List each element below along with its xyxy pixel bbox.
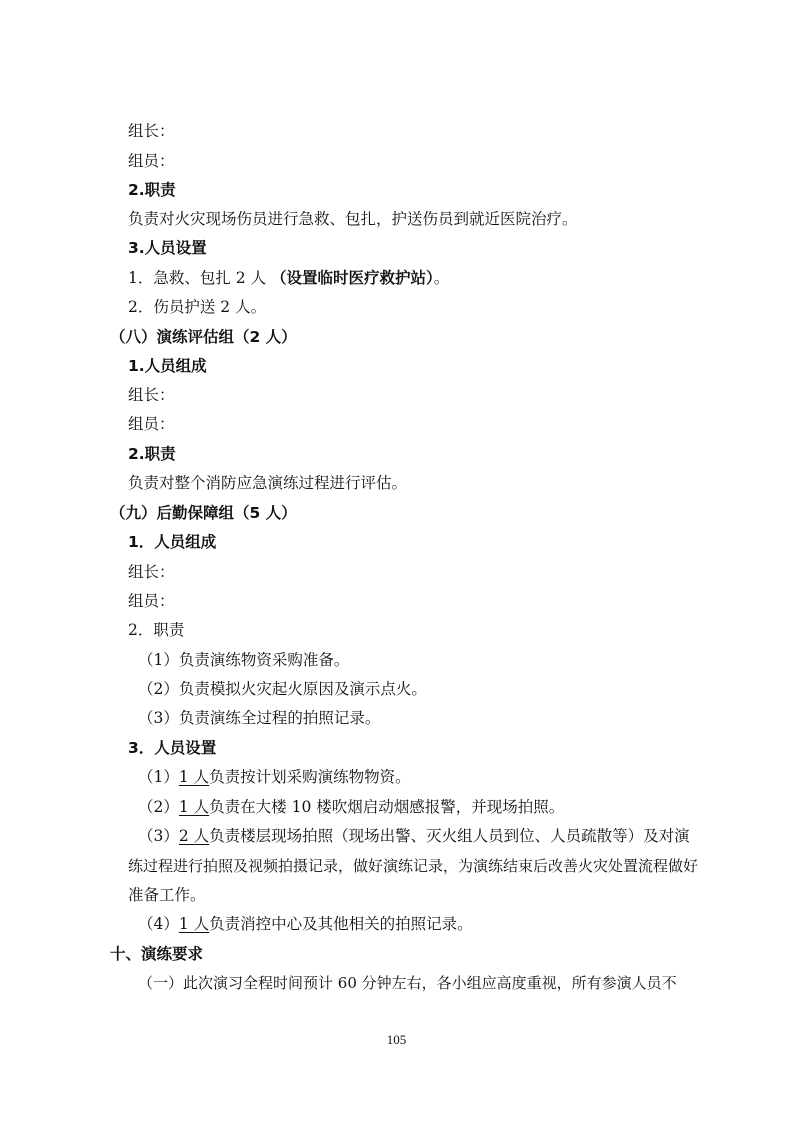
text-line (138, 767, 693, 787)
text-segment: （2） (138, 798, 179, 816)
text-line: 负责对整个消防应急演练过程进行评估。 (128, 474, 408, 492)
text-segment: （1） (138, 768, 179, 786)
text-line: 组员： (128, 415, 175, 433)
text-segment: 2．职责 (128, 621, 185, 639)
text-segment: （4） (138, 915, 179, 933)
text-line: 准备工作。 (128, 886, 206, 904)
text-segment: 负责在大楼 10 楼吹烟启动烟感报警，并现场拍照。 (209, 798, 565, 816)
page-number: 105 (386, 1032, 407, 1047)
text-segment: 负责楼层现场拍照（现场出警、灭火组人员到位、人员疏散等）及对演 (209, 827, 690, 845)
underlined-segment: 1 人 (178, 768, 210, 786)
section-heading: （九）后勤保障组（5 人） (110, 504, 297, 522)
text-line (138, 914, 693, 934)
bold-segment: （设置临时医疗救护站） (271, 269, 434, 287)
text-line: 组员： (128, 152, 175, 170)
text-line (138, 797, 693, 817)
text-line: 组长： (128, 386, 175, 404)
text-line: 负责对火灾现场伤员进行急救、包扎，护送伤员到就近医院治疗。 (128, 210, 578, 228)
text-line (138, 826, 693, 846)
section-heading: 3．人员设置 (128, 739, 217, 757)
text-line (128, 268, 693, 288)
text-line: 组长： (128, 122, 175, 140)
text-line: （1）负责演练物资采购准备。 (138, 651, 350, 669)
section-heading: 1．人员组成 (128, 533, 217, 551)
text-segment: （3） (138, 827, 179, 845)
text-line: （2）负责模拟火灾起火原因及演示点火。 (138, 680, 427, 698)
underlined-segment: 2 人 (178, 827, 210, 845)
text-line (128, 620, 693, 640)
underlined-segment: 1 人 (178, 915, 210, 933)
text-segment: 1．急救、包扎 2 人 (128, 269, 272, 287)
text-line: （3）负责演练全过程的拍照记录。 (138, 709, 381, 727)
section-heading: 1.人员组成 (128, 357, 207, 375)
text-segment: 负责消控中心及其他相关的拍照记录。 (209, 915, 473, 933)
text-segment: 。 (433, 269, 450, 287)
text-line: 组员： (128, 592, 175, 610)
text-line: 2．伤员护送 2 人。 (128, 298, 267, 316)
text-segment: 负责按计划采购演练物物资。 (209, 768, 411, 786)
section-heading: 2.职责 (128, 445, 176, 463)
section-heading: 十、演练要求 (110, 945, 204, 963)
text-line: （一）此次演习全程时间预计 60 分钟左右，各小组应高度重视，所有参演人员不 (138, 974, 677, 992)
section-heading: 2.职责 (128, 181, 176, 199)
text-line: 练过程进行拍照及视频拍摄记录，做好演练记录，为演练结束后改善火灾处置流程做好 (128, 857, 699, 875)
text-line: 组长： (128, 563, 175, 581)
underlined-segment: 1 人 (178, 798, 210, 816)
section-heading: （八）演练评估组（2 人） (110, 328, 297, 346)
section-heading: 3.人员设置 (128, 239, 207, 257)
